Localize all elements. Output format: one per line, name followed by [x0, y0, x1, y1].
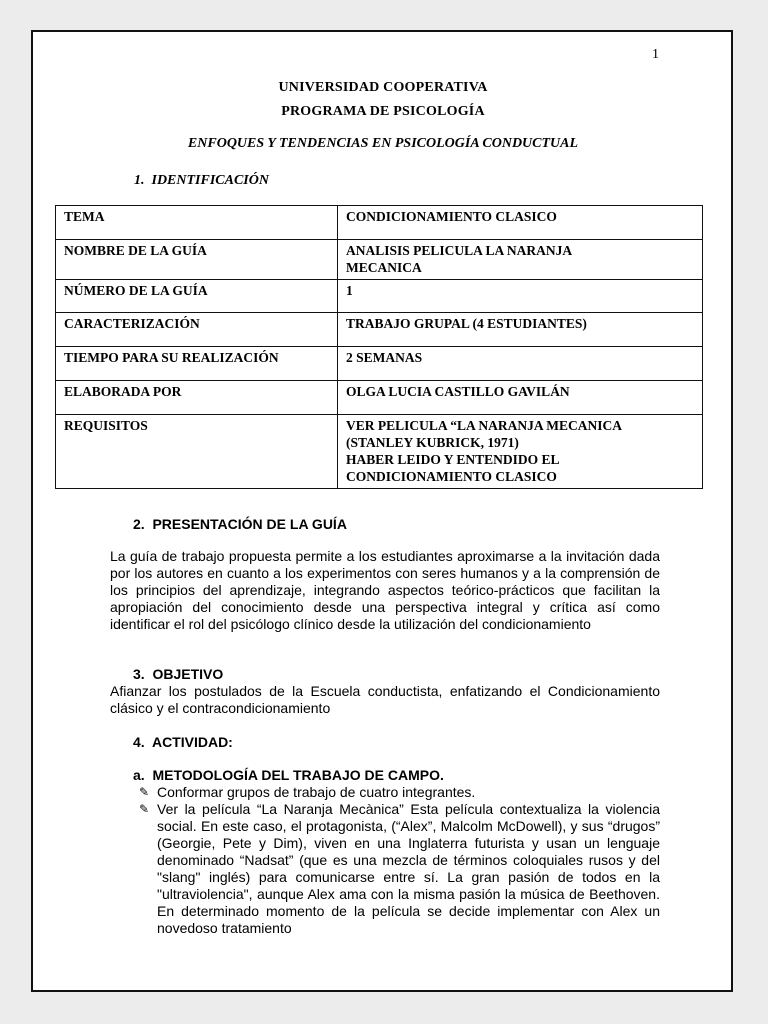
- section-number: 4.: [133, 734, 145, 750]
- table-row: [56, 313, 703, 347]
- table-value-line: MECANICA: [346, 260, 422, 275]
- section-number: 3.: [133, 666, 145, 682]
- table-row: [56, 347, 703, 381]
- section-number: 1.: [134, 173, 145, 188]
- section-title: IDENTIFICACIÓN: [151, 173, 269, 188]
- document-page: [31, 30, 733, 992]
- list-item: [139, 784, 660, 801]
- table-key: ELABORADA POR: [56, 381, 338, 415]
- table-key: NÚMERO DE LA GUÍA: [56, 280, 338, 313]
- section-presentacion-heading: [133, 516, 347, 532]
- table-row: [56, 280, 703, 313]
- table-value: [338, 206, 703, 240]
- table-key: TEMA: [56, 206, 338, 240]
- table-value: [338, 347, 703, 381]
- table-key: REQUISITOS: [56, 415, 338, 489]
- list-item: [139, 801, 660, 937]
- table-key: CARACTERIZACIÓN: [56, 313, 338, 347]
- table-value: [338, 313, 703, 347]
- course-title: ENFOQUES Y TENDENCIAS EN PSICOLOGÍA CONDUCTUAL: [187, 136, 579, 151]
- table-value-line: 1: [346, 283, 353, 298]
- table-value-line: VER PELICULA “LA NARANJA MECANICA: [346, 418, 623, 433]
- table-value: [338, 415, 703, 489]
- table-value-line: 2 SEMANAS: [346, 350, 423, 365]
- list-item-text: Conformar grupos de trabajo de cuatro integrantes.: [157, 784, 476, 800]
- sub-title: METODOLOGÍA DEL TRABAJO DE CAMPO.: [152, 767, 444, 783]
- section-title: PRESENTACIÓN DE LA GUÍA: [152, 516, 347, 532]
- section-actividad-heading: [133, 734, 233, 750]
- table-value: [338, 240, 703, 280]
- university-name: UNIVERSIDAD COOPERATIVA: [278, 80, 488, 95]
- section-objetivo-heading: [133, 666, 223, 682]
- table-value-line: CONDICIONAMIENTO CLASICO: [346, 469, 557, 484]
- pencil-icon: ✎: [139, 802, 150, 816]
- section-title: OBJETIVO: [152, 666, 224, 682]
- section-number: 2.: [133, 516, 145, 532]
- table-value: [338, 381, 703, 415]
- metodologia-heading: [133, 767, 444, 783]
- table-row: [56, 415, 703, 489]
- table-value-line: (STANLEY KUBRICK, 1971): [346, 435, 519, 450]
- objetivo-paragraph: Afianzar los postulados de la Escuela conductista, enfatizando el Condicionamiento clásico y el contracondicionamiento: [110, 683, 660, 716]
- page-number: 1: [652, 47, 659, 62]
- table-row: [56, 240, 703, 280]
- sub-letter: a.: [133, 767, 145, 783]
- pencil-icon: ✎: [139, 785, 150, 799]
- table-row: [56, 381, 703, 415]
- table-value-line: OLGA LUCIA CASTILLO GAVILÁN: [346, 384, 570, 399]
- program-name: PROGRAMA DE PSICOLOGÍA: [281, 104, 485, 119]
- presentacion-paragraph: La guía de trabajo propuesta permite a los estudiantes aproximarse a la invitación dada por los autores en cuanto a los experimentos con seres humanos y a la comprensión de los principios del aprendizaje, integrando aspectos teórico-prácticos que facilitan la apropiación del conocimiento desde una perspectiva integral y crítica así como identificar el rol del psicólogo clínico desde la utilización del condicionamiento: [110, 548, 660, 632]
- list-item-text: Ver la película “La Naranja Mecànica” Esta película contextualiza la violencia social. En este caso, el protagonista, (“Alex”, Malcolm McDowell), y sus “drugos” (Georgie, Pete y Dim), viven en una Inglaterra futurista y usan un lenguaje denominado “Nadsat” (que es una mezcla de términos coloquiales rusos y del "slang" inglés) para comunicarse entre sí. La gran pasión de todos en la "ultraviolencia", aunque Alex ama con la misma pasión la música de Beethoven. En determinado momento de la película se decide implementar con Alex un novedoso tratamiento: [157, 801, 660, 936]
- section-identificacion-heading: [134, 173, 269, 189]
- section-title: ACTIVIDAD:: [151, 734, 233, 750]
- table-value: [338, 280, 703, 313]
- table-row: [56, 206, 703, 240]
- table-value-line: TRABAJO GRUPAL (4 ESTUDIANTES): [346, 316, 587, 331]
- identification-table: [55, 205, 703, 489]
- table-value-line: ANALISIS PELICULA LA NARANJA: [346, 243, 573, 258]
- table-value-line: CONDICIONAMIENTO CLASICO: [346, 209, 557, 224]
- table-key: TIEMPO PARA SU REALIZACIÓN: [56, 347, 338, 381]
- table-value-line: HABER LEIDO Y ENTENDIDO EL: [346, 452, 560, 467]
- table-key: NOMBRE DE LA GUÍA: [56, 240, 338, 280]
